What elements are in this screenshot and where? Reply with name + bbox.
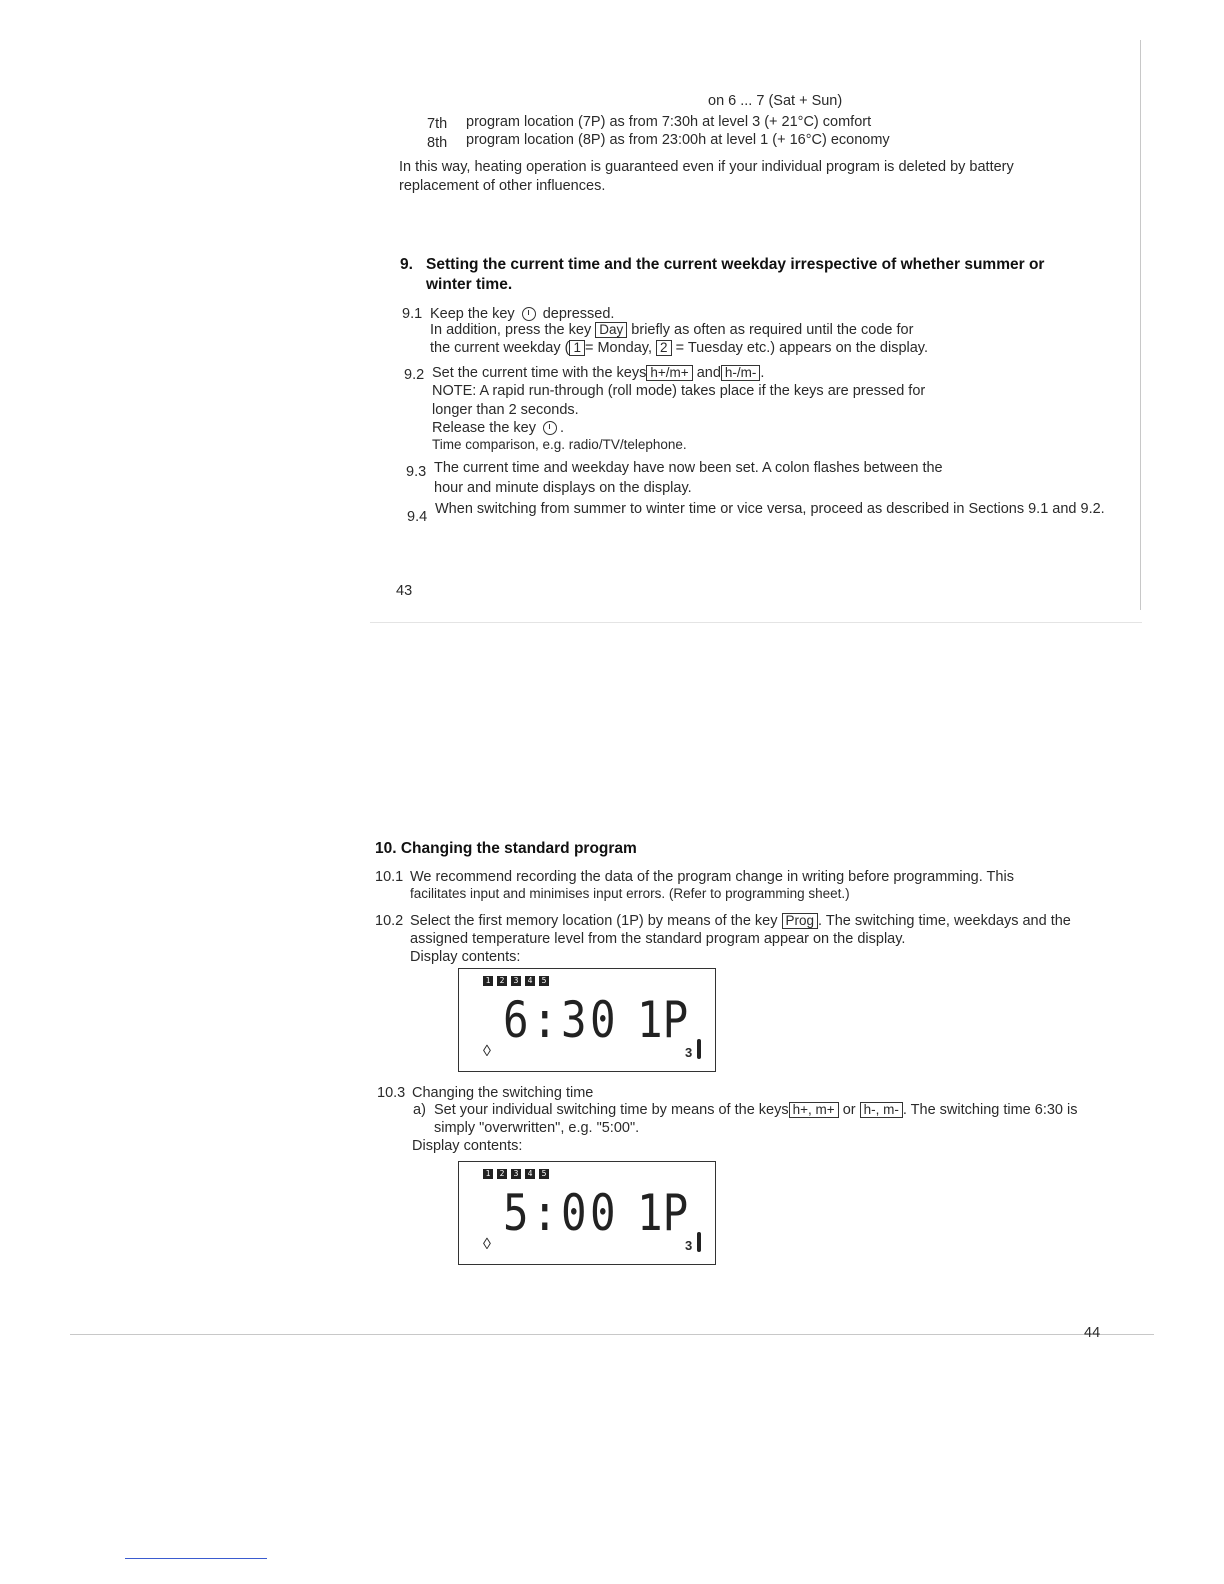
temperature-level: 3: [685, 1045, 693, 1060]
step-10-3-line2: Set your individual switching time by means of the keys h+, m+ or h-, m- . The switching time 6:30 is: [434, 1102, 1078, 1118]
weekday-indicator: 3: [511, 1169, 521, 1179]
step-10-3-number: 10.3: [377, 1085, 406, 1101]
step-9-2-line3: longer than 2 seconds.: [432, 402, 579, 418]
step-9-2-line2: NOTE: A rapid run-through (roll mode) takes place if the keys are pressed for: [432, 383, 926, 399]
step-9-3-number: 9.3: [406, 464, 427, 480]
day-key: Day: [595, 322, 627, 338]
step-10-3-line4: Display contents:: [412, 1138, 523, 1154]
weekday-indicator: 4: [525, 976, 535, 986]
weekday-indicator: 4: [525, 1169, 535, 1179]
h-plus-m-plus-key: h+, m+: [789, 1102, 839, 1118]
page-number-43: 43: [396, 583, 413, 599]
step-10-3-sub-a: a): [413, 1102, 426, 1118]
section-9-heading-line2: winter time.: [426, 276, 513, 293]
weekday-indicator: 3: [511, 976, 521, 986]
lcd-display-standard-program: [458, 968, 716, 1072]
h-plus-m-plus-key: h+/m+: [646, 365, 692, 381]
step-9-4-number: 9.4: [407, 509, 428, 525]
step-9-2-line5: Time comparison, e.g. radio/TV/telephone.: [432, 437, 687, 452]
step-10-1-line2: facilitates input and minimises input errors. (Refer to programming sheet.): [410, 886, 850, 901]
step-9-1-line1: Keep the key depressed.: [430, 306, 615, 322]
thermometer-icon: [697, 1039, 701, 1059]
drop-icon: ◊: [483, 1043, 491, 1060]
weekday-2-key: 2: [656, 340, 672, 356]
lcd-program-location: 1P: [637, 991, 689, 1049]
weekday-indicator: 1: [483, 976, 493, 986]
step-10-2-number: 10.2: [375, 913, 404, 929]
step-9-1-line3: the current weekday ( 1 = Monday, 2 = Tuesday etc.) appears on the display.: [430, 340, 929, 356]
lcd-display-modified-time: [458, 1161, 716, 1265]
step-9-3-line1: The current time and weekday have now been set. A colon flashes between the: [434, 460, 943, 476]
step-10-3-line1: Changing the switching time: [412, 1085, 594, 1101]
weekday-indicators: [483, 976, 549, 986]
link-underline: [125, 1558, 267, 1559]
paragraph-heating-guarantee-line1: In this way, heating operation is guaranteed even if your individual program is deleted by battery: [399, 159, 1014, 175]
step-9-2-line4: Release the key .: [432, 420, 565, 436]
step-10-2-line1: Select the first memory location (1P) by means of the key Prog . The switching time, weekdays and the: [410, 913, 1071, 929]
weekday-indicator: 2: [497, 976, 507, 986]
step-10-2-line3: Display contents:: [410, 949, 521, 965]
weekday-indicators: [483, 1169, 549, 1179]
clock-key-icon: [522, 307, 536, 321]
paragraph-heating-guarantee-line2: replacement of other influences.: [399, 178, 606, 194]
thermometer-icon: [697, 1232, 701, 1252]
prog-key: Prog: [782, 913, 819, 929]
weekday-indicator: 1: [483, 1169, 493, 1179]
weekday-indicator: 2: [497, 1169, 507, 1179]
schedule-row-8-text: program location (8P) as from 23:00h at level 1 (+ 16°C) economy: [466, 132, 890, 148]
clock-key-icon: [543, 421, 557, 435]
h-minus-m-minus-key: h-/m-: [721, 365, 761, 381]
section-10-heading: 10. Changing the standard program: [375, 840, 637, 857]
page-edge-line: [1140, 40, 1141, 610]
section-9-number: 9.: [400, 256, 413, 273]
schedule-line-weekend: on 6 ... 7 (Sat + Sun): [708, 93, 843, 109]
step-9-2-number: 9.2: [404, 367, 425, 383]
step-9-3-line2: hour and minute displays on the display.: [434, 480, 692, 496]
step-10-1-number: 10.1: [375, 869, 404, 885]
temperature-level: 3: [685, 1238, 693, 1253]
weekday-indicator: 5: [539, 1169, 549, 1179]
lcd-time-readout: 6:30: [503, 991, 619, 1049]
page-number-44: 44: [1084, 1325, 1101, 1341]
h-minus-m-minus-key: h-, m-: [860, 1102, 903, 1118]
step-9-1-line2: In addition, press the key Day briefly as often as required until the code for: [430, 322, 914, 338]
schedule-row-7-text: program location (7P) as from 7:30h at level 3 (+ 21°C) comfort: [466, 114, 872, 130]
step-9-2-line1: Set the current time with the keys h+/m+ and h-/m- .: [432, 365, 765, 381]
step-10-3-line3: simply "overwritten", e.g. "5:00".: [434, 1120, 640, 1136]
schedule-row-8-ordinal: 8th: [427, 135, 448, 151]
lcd-program-location: 1P: [637, 1184, 689, 1242]
step-10-2-line2: assigned temperature level from the standard program appear on the display.: [410, 931, 906, 947]
step-10-1-line1: We recommend recording the data of the program change in writing before programming. This: [410, 869, 1014, 885]
weekday-indicator: 5: [539, 976, 549, 986]
page-divider-44: [70, 1334, 1154, 1335]
section-9-heading-line1: Setting the current time and the current weekday irrespective of whether summer or: [426, 256, 1045, 273]
step-9-1-number: 9.1: [402, 306, 423, 322]
drop-icon: ◊: [483, 1236, 491, 1253]
page-divider-43: [370, 622, 1142, 623]
schedule-row-7-ordinal: 7th: [427, 116, 448, 132]
weekday-1-key: 1: [569, 340, 585, 356]
step-9-4-line1: When switching from summer to winter time or vice versa, proceed as described in Sections 9.1 and 9.2.: [435, 501, 1105, 517]
lcd-time-readout: 5:00: [503, 1184, 619, 1242]
